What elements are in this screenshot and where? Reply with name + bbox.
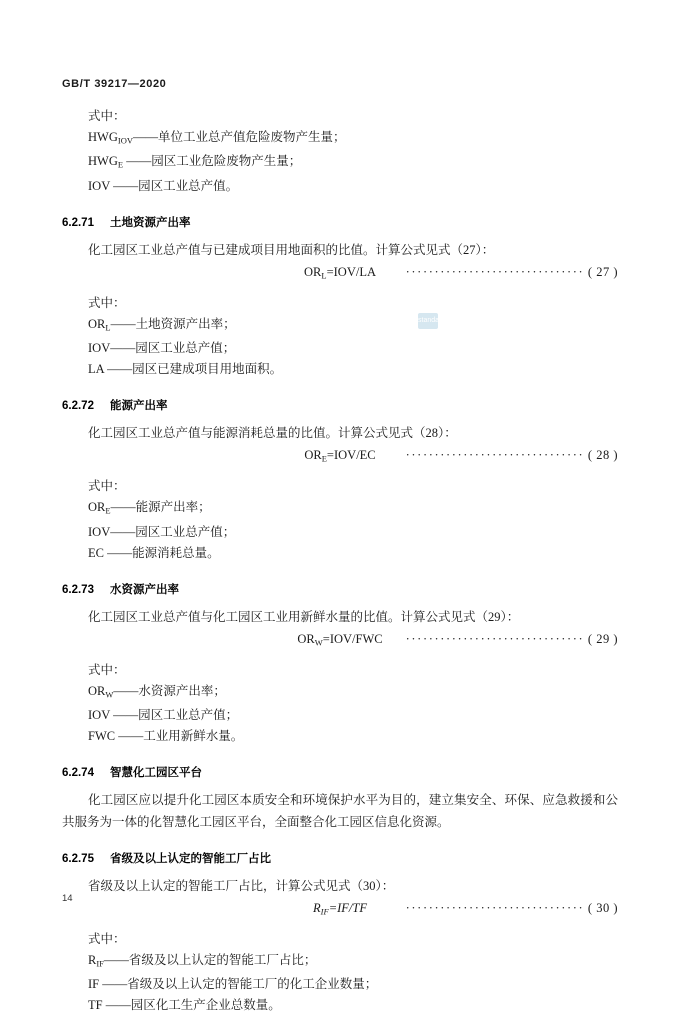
definition-list (88, 314, 618, 380)
section-paragraph: 化工园区工业总产值与能源消耗总量的比值。计算公式见式（28）： (88, 426, 457, 441)
definition-list (88, 681, 618, 747)
formula-number: ······························· ( 30 ) (405, 900, 618, 915)
page-number: 14 (62, 893, 73, 904)
section-title: 能源产出率 (110, 400, 168, 413)
shi-zhong-label: 式中： (88, 662, 126, 677)
section-paragraph: 化工园区应以提升化工园区本质安全和环境保护水平为目的，建立集安全、环保、应急救援和公共服务为一体的化智慧化工园区平台，全面整合化工园区信息化资源。 (62, 792, 618, 829)
section-number: 6.2.72 (62, 400, 94, 413)
section-number: 6.2.73 (62, 583, 94, 596)
formula-row (62, 265, 618, 289)
shi-zhong-label: 式中： (88, 479, 126, 494)
section-6.2.74 (62, 764, 618, 833)
definition-item: $OR_E——$能源产出率； (88, 500, 211, 516)
intro-definition-list (88, 127, 618, 197)
section-heading (62, 214, 618, 230)
definition-item: $OR_W——$水资源产出率； (88, 683, 226, 699)
definition-item: $HWG_E$ ——园区工业危险废物产生量； (88, 154, 302, 170)
formula-row (62, 632, 618, 656)
section-title: 土地资源产出率 (110, 216, 191, 229)
formula-expression: $R_{IF}=IF/TF$ (313, 900, 367, 917)
definition-item: IF ——省级及以上认定的智能工厂的化工企业数量； (88, 977, 378, 992)
definition-item: $OR_L——$土地资源产出率； (88, 316, 236, 333)
formula-number: ······························· ( 27 ) (405, 264, 618, 279)
section-title: 水资源产出率 (110, 583, 179, 596)
section-6.2.73 (62, 581, 618, 747)
formula-number: ······························· ( 28 ) (405, 448, 618, 463)
definition-item: EC ——能源消耗总量。 (88, 545, 220, 560)
definition-item: TF ——园区化工生产企业总数量。 (88, 998, 281, 1013)
section-6.2.71 (62, 214, 618, 380)
definition-item: LA ——园区已建成项目用地面积。 (88, 362, 283, 377)
formula-row (62, 448, 618, 472)
watermark-badge: standards (418, 313, 438, 329)
document-body (62, 104, 618, 1016)
intro-block (62, 106, 618, 197)
section-number: 6.2.71 (62, 216, 94, 229)
definition-list (88, 950, 618, 1016)
shi-zhong-label: 式中： (88, 931, 126, 946)
section-title: 智慧化工园区平台 (110, 766, 202, 779)
formula-row (62, 901, 618, 925)
section-number: 6.2.74 (62, 766, 94, 779)
section-title: 省级及以上认定的智能工厂占比 (110, 852, 271, 865)
section-6.2.75 (62, 850, 618, 1016)
definition-item: IOV ——园区工业总产值； (88, 707, 239, 722)
definition-item: IOV——园区工业总产值； (88, 341, 236, 356)
shi-zhong-label: 式中： (88, 295, 126, 310)
section-paragraph: 化工园区工业总产值与化工园区工业用新鲜水量的比值。计算公式见式（29）： (88, 609, 520, 624)
section-6.2.72 (62, 397, 618, 563)
definition-item: FWC ——工业用新鲜水量。 (88, 728, 244, 743)
section-heading (62, 850, 618, 866)
definition-item: IOV——园区工业总产值； (88, 524, 236, 539)
definition-list (88, 497, 618, 563)
section-number: 6.2.75 (62, 852, 94, 865)
formula-expression: $OR_E=IOV/EC$ (304, 448, 376, 464)
section-heading (62, 397, 618, 413)
section-heading (62, 764, 618, 780)
definition-item: $R_{IF}——$省级及以上认定的智能工厂占比； (88, 952, 317, 969)
formula-expression: $OR_W=IOV$/FWC (297, 631, 383, 647)
page-header: GB/T 39217—2020 (62, 78, 167, 90)
section-heading (62, 581, 618, 597)
definition-item: IOV ——园区工业总产值。 (88, 178, 239, 193)
intro-shi-zhong: 式中： (88, 109, 126, 123)
section-paragraph: 省级及以上认定的智能工厂占比，计算公式见式（30）： (88, 878, 395, 893)
section-paragraph: 化工园区工业总产值与已建成项目用地面积的比值。计算公式见式（27）： (88, 242, 495, 257)
formula-number: ······························· ( 29 ) (405, 631, 618, 646)
definition-item: $HWG_{IOV}——$单位工业总产值危险废物产生量； (88, 130, 346, 146)
formula-expression: $OR_L=IOV/LA$ (304, 264, 376, 281)
